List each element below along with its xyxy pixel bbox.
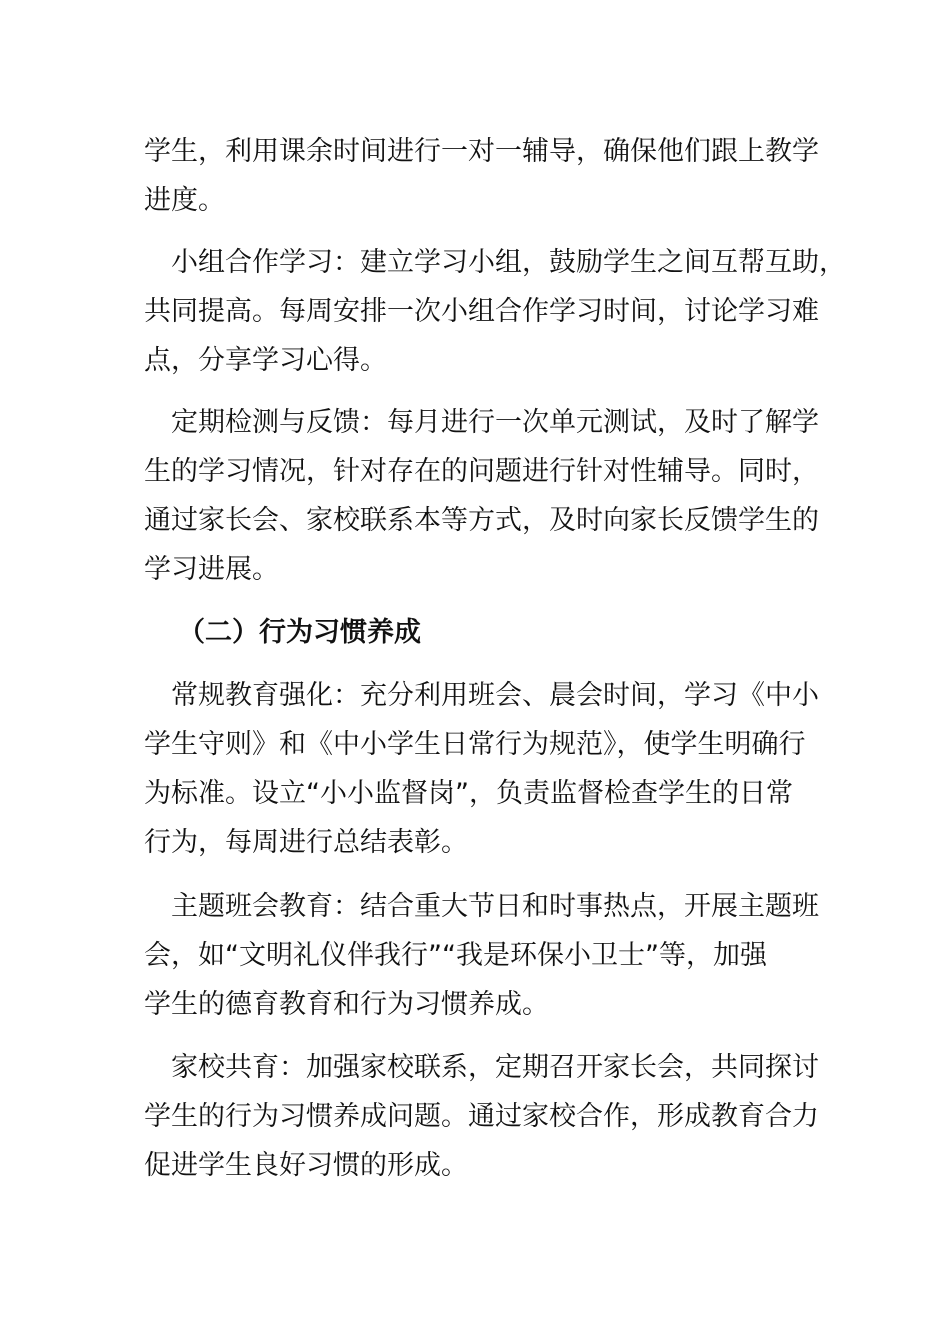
paragraph-3-line-2: 生的学习情况，针对存在的问题进行针对性辅导。同时， (144, 456, 819, 487)
section-heading: （二）行为习惯养成 (178, 617, 421, 648)
paragraph-7-line-2: 学生的行为习惯养成问题。通过家校合作，形成教育合力 (144, 1101, 819, 1132)
paragraph-2-line-3: 点，分享学习心得。 (144, 345, 387, 376)
paragraph-1-line-1: 学生，利用课余时间进行一对一辅导，确保他们跟上教学 (144, 136, 819, 167)
paragraph-6-line-1: 主题班会教育：结合重大节日和时事热点，开展主题班 (144, 891, 819, 922)
paragraph-3-line-3: 通过家长会、家校联系本等方式，及时向家长反馈学生的 (144, 505, 819, 536)
paragraph-6-line-2: 会，如“文明礼仪伴我行”“我是环保小卫士”等，加强 (144, 940, 767, 971)
paragraph-5-line-3: 为标准。设立“小小监督岗”，负责监督检查学生的日常 (144, 778, 793, 809)
paragraph-3-line-1: 定期检测与反馈：每月进行一次单元测试，及时了解学 (144, 407, 819, 438)
paragraph-6-line-3: 学生的德育教育和行为习惯养成。 (144, 989, 549, 1020)
paragraph-3-line-4: 学习进展。 (144, 554, 279, 585)
paragraph-2-line-1: 小组合作学习：建立学习小组，鼓励学生之间互帮互助， (144, 247, 846, 278)
paragraph-5-line-4: 行为，每周进行总结表彰。 (144, 827, 468, 858)
paragraph-7-line-3: 促进学生良好习惯的形成。 (144, 1150, 468, 1181)
paragraph-5-line-1: 常规教育强化：充分利用班会、晨会时间，学习《中小 (144, 680, 819, 711)
paragraph-1-line-2: 进度。 (144, 185, 225, 216)
paragraph-5-line-2: 学生守则》和《中小学生日常行为规范》，使学生明确行 (144, 729, 806, 760)
paragraph-7-line-1: 家校共育：加强家校联系，定期召开家长会，共同探讨 (144, 1052, 819, 1083)
paragraph-2-line-2: 共同提高。每周安排一次小组合作学习时间，讨论学习难 (144, 296, 819, 327)
